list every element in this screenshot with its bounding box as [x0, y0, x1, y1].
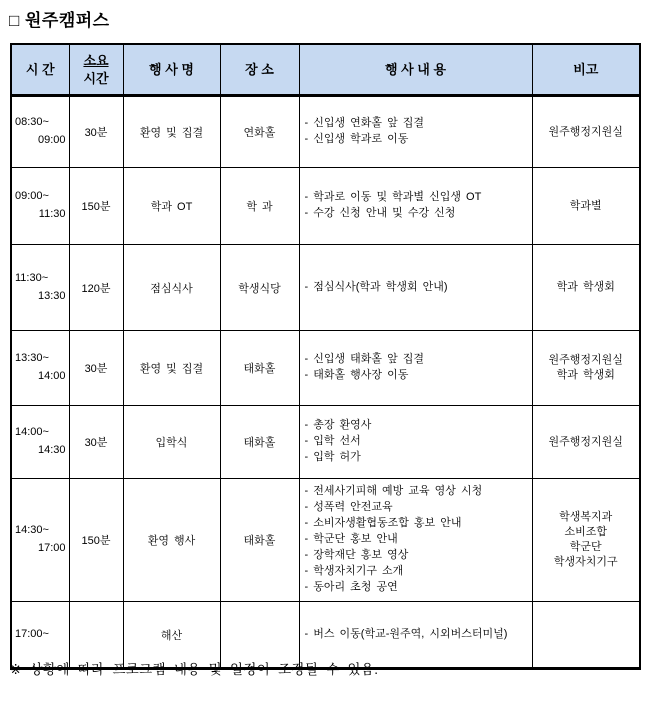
- details-cell: [299, 96, 532, 168]
- event-name-cell: 환영 및 집결: [123, 96, 220, 168]
- detail-line: - 동아리 초청 공연: [304, 580, 398, 593]
- note-cell: [532, 96, 640, 168]
- detail-line: - 성폭력 안전교육: [304, 501, 393, 514]
- header-cell-time: 시 간: [11, 44, 69, 96]
- time-cell: [11, 168, 69, 245]
- time-cell: [11, 479, 69, 602]
- header-duration-line2: 시간: [83, 70, 109, 86]
- note-line: 학생자치기구: [553, 555, 618, 568]
- header-cell-event-name: 행 사 명: [123, 44, 220, 96]
- detail-line: - 장학재단 홍보 영상: [304, 548, 409, 561]
- time-end: 14:30: [37, 444, 66, 456]
- location-cell: 태화홀: [220, 331, 299, 406]
- detail-line: - 입학 선서: [304, 435, 361, 448]
- detail-line: - 신입생 학과로 이동: [304, 133, 409, 145]
- table-header-row: [11, 44, 640, 96]
- note-line: 학생복지과: [559, 511, 613, 524]
- detail-line: - 신입생 태화홀 앞 집결: [304, 353, 425, 366]
- table-row: [11, 479, 640, 602]
- event-name-cell: 입학식: [123, 406, 220, 479]
- location-cell: 학생식당: [220, 245, 299, 331]
- event-name-cell: 학과 OT: [123, 168, 220, 245]
- location-cell: 학 과: [220, 168, 299, 245]
- header-duration-line1: 소요: [83, 52, 109, 68]
- time-end: 13:30: [37, 289, 66, 302]
- detail-line: - 신입생 연화홀 앞 집결: [304, 117, 425, 130]
- detail-line: - 버스 이동(학교-원주역, 시외버스터미널): [304, 627, 508, 640]
- note-line: 학과별: [569, 199, 602, 212]
- detail-line: - 학생자치기구 소개: [304, 564, 404, 577]
- time-start: 14:00~: [15, 426, 49, 439]
- page-title: □ 원주캠퍼스: [9, 11, 110, 30]
- location-cell: 연화홀: [220, 96, 299, 168]
- detail-line: - 수강 신청 안내 및 수강 신청: [304, 207, 456, 219]
- time-end: 11:30: [38, 208, 66, 220]
- note-cell: [532, 406, 640, 479]
- time-start: 13:30~: [15, 352, 49, 365]
- header-cell-details: 행 사 내 용: [299, 44, 532, 96]
- details-cell: [299, 479, 532, 602]
- detail-line: - 점심식사(학과 학생회 안내): [304, 280, 448, 293]
- table-row: [11, 168, 640, 245]
- detail-line: - 태화홀 행사장 이동: [304, 369, 409, 381]
- note-cell: [532, 168, 640, 245]
- duration-cell: 150분: [69, 479, 123, 602]
- duration-cell: 30분: [69, 96, 123, 168]
- time-cell: [11, 406, 69, 479]
- footnote: ※ 상황에 따라 프로그램 내용 및 일정이 조정될 수 있음.: [10, 662, 379, 677]
- detail-line: - 학군단 홍보 안내: [304, 533, 398, 546]
- time-cell: [11, 331, 69, 406]
- time-cell: [11, 245, 69, 331]
- event-name-cell: 환영 및 집결: [123, 331, 220, 406]
- detail-line: - 입학 허가: [304, 450, 361, 463]
- location-cell: 태화홀: [220, 479, 299, 602]
- schedule-table: [10, 43, 641, 670]
- table-row: [11, 331, 640, 406]
- event-name-cell: 점심식사: [123, 245, 220, 331]
- header-cell-note: 비고: [532, 44, 640, 96]
- time-cell: [11, 96, 69, 168]
- note-cell: [532, 245, 640, 331]
- time-start: 14:30~: [15, 524, 49, 537]
- table-row: [11, 245, 640, 331]
- note-cell: [532, 479, 640, 602]
- duration-cell: 30분: [69, 406, 123, 479]
- table-row: [11, 96, 640, 168]
- note-line: 학과 학생회: [556, 281, 615, 294]
- note-line: 원주행정지원실: [548, 354, 623, 367]
- details-cell: [299, 168, 532, 245]
- event-name-cell: 환영 행사: [123, 479, 220, 602]
- time-end: 17:00: [37, 542, 66, 554]
- time-end: 09:00: [37, 134, 66, 146]
- detail-line: - 총장 환영사: [304, 419, 372, 432]
- time-start: 08:30~: [15, 116, 49, 129]
- table-row: [11, 406, 640, 479]
- details-cell: [299, 406, 532, 479]
- detail-line: - 전세사기피해 예방 교육 영상 시청: [304, 485, 483, 498]
- details-cell: [299, 331, 532, 406]
- note-line: 원주행정지원실: [548, 125, 623, 138]
- note-line: 학과 학생회: [556, 369, 615, 381]
- note-line: 원주행정지원실: [548, 435, 623, 448]
- time-start: 09:00~: [15, 190, 49, 203]
- details-cell: [299, 245, 532, 331]
- note-cell: [532, 331, 640, 406]
- note-line: 학군단: [569, 541, 602, 553]
- header-cell-duration: [69, 44, 123, 96]
- note-line: 소비조합: [564, 526, 607, 539]
- note-cell: [532, 602, 640, 669]
- detail-line: - 학과로 이동 및 학과별 신입생 OT: [304, 191, 482, 204]
- time-start: 11:30~: [15, 271, 49, 284]
- header-cell-location: 장 소: [220, 44, 299, 96]
- location-cell: 태화홀: [220, 406, 299, 479]
- duration-cell: 30분: [69, 331, 123, 406]
- detail-line: - 소비자생활협동조합 홍보 안내: [304, 517, 462, 530]
- event-name-cell: 해산: [123, 602, 220, 669]
- duration-cell: 150분: [69, 168, 123, 245]
- time-end: 14:00: [37, 370, 66, 382]
- duration-cell: 120분: [69, 245, 123, 331]
- time-start: 17:00~: [15, 627, 49, 640]
